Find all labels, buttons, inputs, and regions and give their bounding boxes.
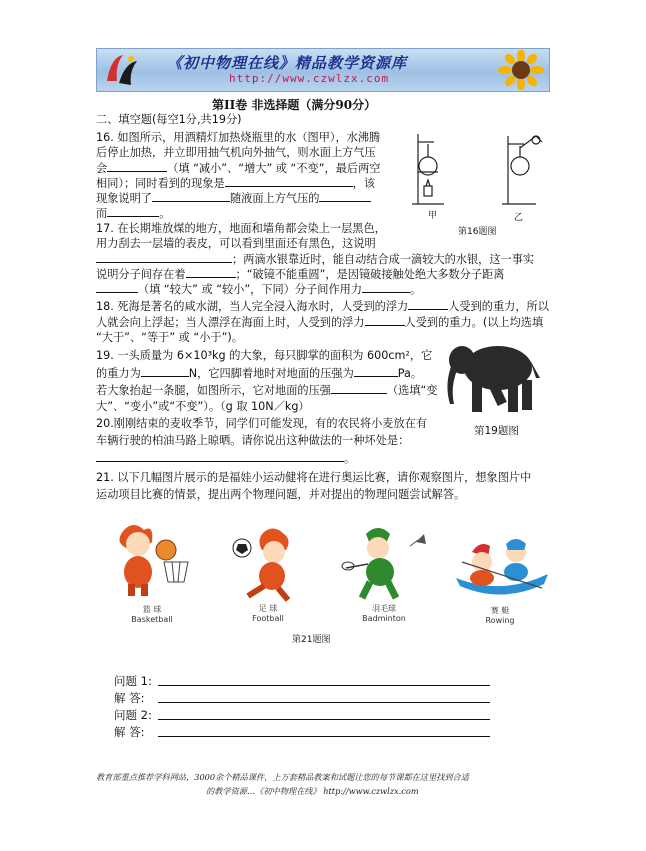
section-subtitle: 二、填空题(每空1分,共19分)	[96, 113, 242, 126]
q18-blank-1[interactable]	[408, 298, 448, 310]
q19-blank-1[interactable]	[141, 365, 189, 377]
answer-2-line[interactable]	[158, 735, 490, 737]
section-title: 第II卷 非选择题（满分90分）	[212, 98, 377, 112]
question-1-line[interactable]	[158, 684, 490, 686]
elephant-figure	[436, 334, 556, 418]
q19-line3: 若大象抬起一条腿，如图所示，它对地面的压强 （选填“变	[96, 384, 438, 397]
question-2-label: 问题 2:	[114, 708, 152, 722]
answer-1-label: 解 答:	[114, 691, 145, 705]
q17-line1: 17. 在长期堆放煤的地方，地面和墙角都会染上一层黑色，	[96, 222, 386, 235]
question-2-line[interactable]	[158, 718, 490, 720]
football-fuwa-figure	[226, 526, 306, 602]
q17-blank-3[interactable]	[96, 281, 138, 293]
q19-blank-2[interactable]	[354, 365, 398, 377]
q17-line2: 用力刮去一层墙的表皮，可以看到里面还有黑色，这说明	[96, 237, 376, 250]
q19-line2: 的重力为 N，它四脚着地时对地面的压强为 Pa。	[96, 367, 423, 380]
banner-url[interactable]: http://www.czwlzx.com	[229, 72, 390, 85]
basketball-fuwa-figure	[104, 520, 196, 602]
q18-line2: 人就会向上浮起；当人漂浮在海面上时，人受到的浮力 人受到的重力。(以上均选填	[96, 316, 544, 329]
q19-line4: 大”、“变小”或“不变”）。（g 取 10N／kg）	[96, 400, 310, 413]
flask-apparatus-figure	[404, 128, 554, 208]
badminton-fuwa-figure	[340, 524, 434, 604]
q16-line5: 现象说明了 随液面上方气压的	[96, 190, 371, 206]
q16-caption: 第16题图	[458, 227, 497, 237]
q21-caption: 第21题图	[292, 635, 331, 645]
q17-blank-1[interactable]	[96, 251, 232, 263]
answer-2-label: 解 答:	[114, 725, 145, 739]
banner-title: 《初中物理在线》精品教学资源库	[167, 54, 408, 72]
q18-line1: 18. 死海是著名的咸水湖，当人完全浸入海水时，人受到的浮力 人受到的重力，所以	[96, 300, 549, 313]
q16-line6: 而 。	[96, 207, 171, 220]
q20-blank-1[interactable]	[96, 450, 344, 462]
footer-line2: 的教学资源…《初中物理在线》 http://www.czwlzx.com	[206, 786, 419, 796]
q21-line1: 21. 以下几幅图片展示的是福娃小运动健将在进行奥运比赛，请你观察图片，想象图片中	[96, 471, 532, 484]
question-1-label: 问题 1:	[114, 674, 152, 688]
q16-blank-3[interactable]	[152, 190, 230, 202]
q17-line4: 说明分子间存在着 ；“破镜不能重圆”，是因镜破接触处绝大多数分子距离	[96, 268, 505, 281]
q16-line3: 会 （填 “减小”、“增大” 或 “不变”，最后两空	[96, 162, 381, 175]
q16-line2: 后停止加热，并立即用抽气机向外抽气，则水面上方气压	[96, 146, 376, 159]
q16-blank-4[interactable]	[319, 190, 371, 202]
q16-blank-2[interactable]	[225, 175, 353, 187]
q18-line3: “大于”、“等于” 或 “小于”)。	[96, 331, 243, 344]
rowing-fuwa-figure	[452, 522, 552, 604]
q21-line2: 运动项目比赛的情景，提出两个物理问题，并对提出的物理问题尝试解答。	[96, 488, 466, 501]
q19-blank-3[interactable]	[331, 382, 387, 394]
site-logo-icon	[101, 51, 141, 89]
q19-caption: 第19题图	[474, 425, 519, 437]
sunflower-icon	[495, 50, 547, 90]
answer-1-line[interactable]	[158, 701, 490, 703]
q20-line1: 20.刚刚结束的麦收季节，同学们可能发现，有的农民将小麦放在有	[96, 417, 428, 430]
sport-label-basketball: 篮 球 Basketball	[131, 605, 173, 624]
q17-blank-2[interactable]	[186, 266, 236, 278]
q17-line3: ；两滴水银靠近时，能自动结合成一滴较大的水银，这一事实	[96, 251, 534, 267]
sport-label-football: 足 球 Football	[252, 604, 284, 623]
q17-line5: （填 “较大” 或 “较小”，下同）分子间作用力 。	[96, 281, 421, 297]
q16-blank-5[interactable]	[107, 205, 159, 217]
sport-label-badminton: 羽毛球 Badminton	[362, 604, 406, 623]
q18-blank-2[interactable]	[365, 314, 405, 326]
sport-label-rowing: 赛 艇 Rowing	[485, 606, 515, 625]
q20-line3: 。	[96, 450, 355, 466]
header-banner	[96, 48, 550, 92]
q16-blank-1[interactable]	[107, 160, 167, 172]
q20-line2: 车辆行驶的柏油马路上晾晒。请你说出这种做法的一种坏处是：	[96, 434, 410, 447]
footer-line1: 教育部重点推荐学科网站，3000余个精品课件，上万套精品教案和试题让您的每节课都在这里找到合适	[96, 772, 469, 782]
q16-fig-left-label: 甲	[428, 211, 438, 221]
q17-blank-4[interactable]	[362, 281, 410, 293]
q16-line1: 16. 如图所示，用酒精灯加热烧瓶里的水（图甲），水沸腾	[96, 131, 381, 144]
q16-line4: 相同）；同时看到的现象是 ，该	[96, 177, 376, 190]
q19-line1: 19. 一头质量为 6×10³kg 的大象，每只脚掌的面积为 600cm²，它	[96, 349, 433, 362]
q16-fig-right-label: 乙	[514, 213, 524, 223]
